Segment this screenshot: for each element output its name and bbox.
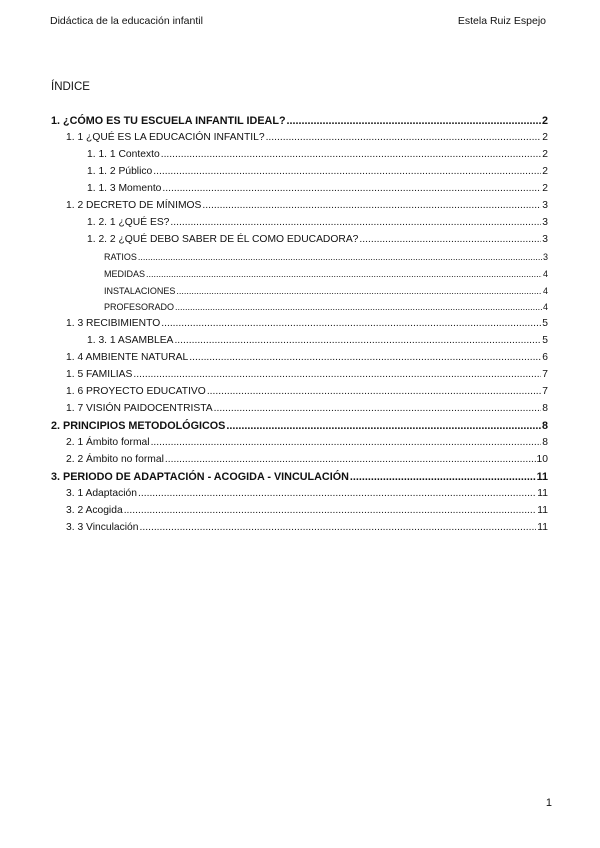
toc-entry[interactable] <box>66 131 548 145</box>
toc-leader-dots <box>138 487 536 501</box>
toc-entry-page: 3 <box>542 216 548 228</box>
toc-entry[interactable] <box>66 351 548 365</box>
toc-entry[interactable] <box>87 334 548 348</box>
toc-entry-label: 2. PRINCIPIOS METODOLÓGICOS <box>51 420 226 433</box>
toc-entry[interactable] <box>51 470 548 484</box>
toc-leader-dots <box>174 334 541 348</box>
toc-entry-label: 1. 1. 3 Momento <box>87 182 162 194</box>
toc-entry[interactable] <box>66 402 548 416</box>
toc-entry[interactable] <box>104 284 548 298</box>
toc-entry[interactable] <box>104 267 548 281</box>
toc-entry-page: 8 <box>542 437 548 449</box>
toc-entry[interactable] <box>66 521 548 535</box>
toc-entry-page: 10 <box>536 454 548 465</box>
toc-leader-dots <box>170 216 541 230</box>
toc-entry[interactable] <box>66 504 548 518</box>
toc-leader-dots <box>162 182 541 196</box>
toc-leader-dots <box>175 300 542 314</box>
toc-entry-label: 1. 4 AMBIENTE NATURAL <box>66 352 189 364</box>
toc-entry-label: 1. 5 FAMILIAS <box>66 369 133 381</box>
toc-entry-label: PROFESORADO <box>104 302 175 313</box>
toc-entry-label: 2. 2 Ámbito no formal <box>66 454 164 465</box>
toc-entry[interactable] <box>66 368 548 382</box>
toc-entry-page: 8 <box>541 420 548 433</box>
toc-entry-label: INSTALACIONES <box>104 285 176 296</box>
toc-entry-label: 1. 1. 2 Público <box>87 165 153 177</box>
toc-entry[interactable] <box>104 300 548 314</box>
toc-entry[interactable] <box>66 453 548 467</box>
toc-leader-dots <box>359 233 541 247</box>
toc-entry-page: 11 <box>537 504 548 516</box>
toc-entry-label: 1. 2. 2 ¿QUÉ DEBO SABER DE ÉL COMO EDUCADORA? <box>87 233 359 245</box>
toc-entry-page: 2 <box>542 182 548 194</box>
toc-leader-dots <box>161 148 542 162</box>
toc-entry-label: 1. 3. 1 ASAMBLEA <box>87 335 174 347</box>
toc-entry[interactable] <box>66 487 548 501</box>
toc-entry[interactable] <box>87 165 548 179</box>
header-document-title: Didáctica de la educación infantil <box>50 15 203 27</box>
toc-entry-label: 1. 7 VISIÓN PAIDOCENTRISTA <box>66 403 213 415</box>
toc-title: ÍNDICE <box>51 81 90 93</box>
toc-leader-dots <box>165 453 536 467</box>
toc-entry[interactable] <box>87 233 548 247</box>
toc-entry-page: 2 <box>542 165 548 177</box>
toc-entry-page: 7 <box>542 369 548 381</box>
toc-leader-dots <box>350 470 536 484</box>
header-author: Estela Ruiz Espejo <box>457 15 546 27</box>
toc-leader-dots <box>176 284 542 298</box>
toc-entry-page: 11 <box>537 521 548 533</box>
toc-entry[interactable] <box>51 114 548 128</box>
toc-entry[interactable] <box>51 419 548 433</box>
toc-entry-label: 1. 2. 1 ¿QUÉ ES? <box>87 216 170 228</box>
toc-entry-label: 1. 1 ¿QUÉ ES LA EDUCACIÓN INFANTIL? <box>66 131 265 143</box>
toc-entry[interactable] <box>87 182 548 196</box>
toc-entry-page: 4 <box>542 302 548 313</box>
toc-leader-dots <box>189 351 541 365</box>
toc-entry-page: 6 <box>542 352 548 364</box>
toc-entry-label: 1. ¿CÓMO ES TU ESCUELA INFANTIL IDEAL? <box>51 115 286 127</box>
toc-entry-label: MEDIDAS <box>104 268 146 279</box>
toc-entry-page: 7 <box>542 386 548 398</box>
toc-entry[interactable] <box>66 436 548 450</box>
toc-entry-label: 3. 1 Adaptación <box>66 487 137 499</box>
toc-entry-page: 4 <box>542 285 548 296</box>
toc-leader-dots <box>146 267 542 281</box>
toc-entry-page: 5 <box>542 318 548 330</box>
toc-entry-label: 1. 3 RECIBIMIENTO <box>66 318 161 330</box>
toc-leader-dots <box>138 250 542 264</box>
toc-entry-label: 3. 3 Vinculación <box>66 521 139 533</box>
toc-entry-page: 11 <box>537 487 548 499</box>
toc-leader-dots <box>124 504 537 518</box>
toc-entry-label: 1. 6 PROYECTO EDUCATIVO <box>66 386 206 398</box>
toc-entry-page: 2 <box>542 148 548 160</box>
toc-entry[interactable] <box>104 250 548 264</box>
toc-entry[interactable] <box>87 216 548 230</box>
toc-entry-label: 2. 1 Ámbito formal <box>66 437 150 449</box>
toc-leader-dots <box>153 165 541 179</box>
toc-entry-page: 4 <box>542 268 548 279</box>
toc-entry[interactable] <box>66 199 548 213</box>
toc-leader-dots <box>140 521 537 535</box>
toc-entry[interactable] <box>66 385 548 399</box>
toc-leader-dots <box>151 436 542 450</box>
toc-entry-page: 5 <box>542 335 548 347</box>
page-header <box>50 14 546 28</box>
toc-entry[interactable] <box>66 317 548 331</box>
toc-entry-label: 1. 1. 1 Contexto <box>87 148 160 160</box>
toc-entry-label: RATIOS <box>104 251 137 262</box>
toc-leader-dots <box>214 402 542 416</box>
toc-entry-label: 1. 2 DECRETO DE MÍNIMOS <box>66 199 202 211</box>
toc-leader-dots <box>161 317 541 331</box>
toc-entry-page: 3 <box>542 251 548 262</box>
toc-leader-dots <box>133 368 541 382</box>
toc-entry-page: 3 <box>542 199 548 211</box>
toc-entry-page: 3 <box>542 233 548 245</box>
toc-entry[interactable] <box>87 148 548 162</box>
toc-entry-page: 2 <box>541 115 548 127</box>
toc-leader-dots <box>202 199 541 213</box>
toc-entry-page: 11 <box>536 470 548 483</box>
toc-leader-dots <box>226 419 541 433</box>
toc-entry-page: 2 <box>542 131 548 143</box>
toc-entry-page: 8 <box>542 403 548 415</box>
toc-leader-dots <box>287 114 541 128</box>
toc-leader-dots <box>207 385 541 399</box>
toc-leader-dots <box>266 131 542 145</box>
page-number: 1 <box>545 797 552 809</box>
toc-entry-label: 3. PERIODO DE ADAPTACIÓN - ACOGIDA - VINCULACIÓN <box>51 470 349 483</box>
toc-entry-label: 3. 2 Acogida <box>66 504 123 516</box>
